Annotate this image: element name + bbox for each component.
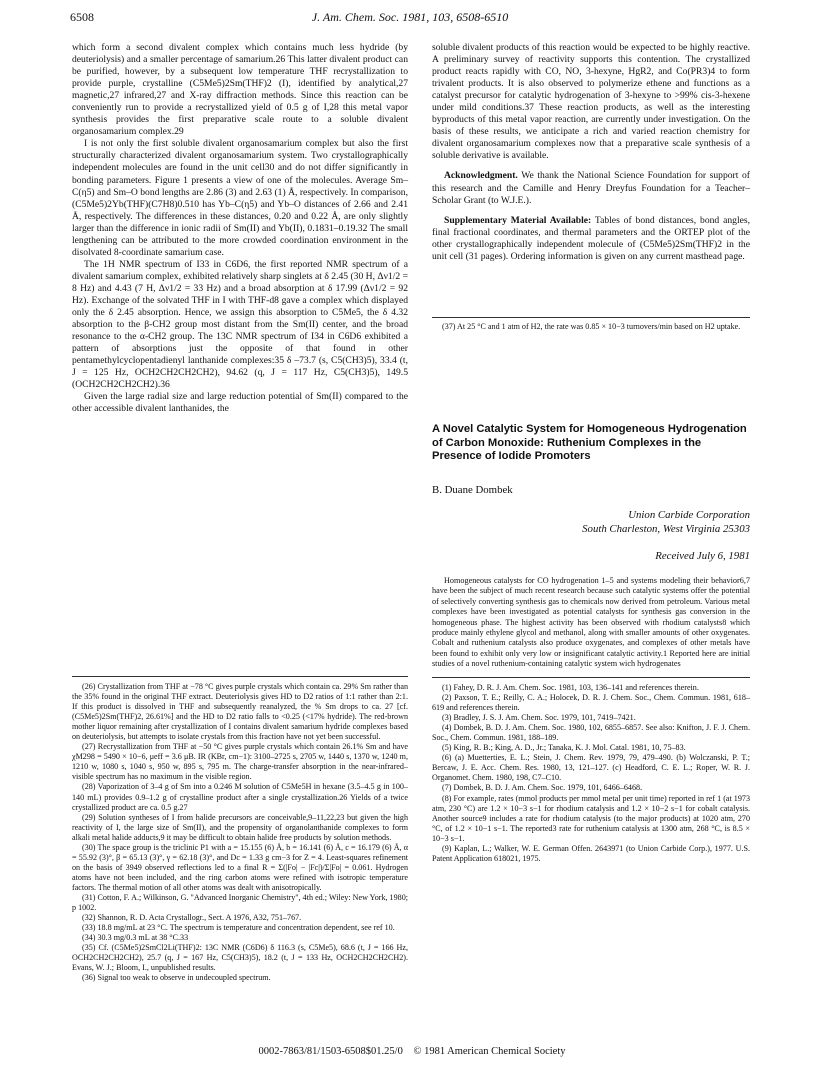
article-title: A Novel Catalytic System for Homogeneous Hydrogenation of Carbon Monoxide: Ruthenium Complexes in the Presence of Iodide Promoters bbox=[432, 423, 747, 463]
footnote: (36) Signal too weak to observe in undecoupled spectrum. bbox=[82, 973, 271, 983]
body-paragraph: Given the large radial size and large reduction potential of Sm(II) compared to the other accessible divalent lanthanides, the bbox=[72, 391, 408, 415]
page-header bbox=[70, 10, 750, 26]
footnote: (7) Dombek, B. D. J. Am. Chem. Soc. 1979, 101, 6466–6468. bbox=[442, 783, 643, 793]
footnote: (26) Crystallization from THF at −78 °C gives purple crystals which contain ca. 29% Sm rather than the 35% found in the original THF extract. Deuteriolysis gives HD to D2 ratios of 1:1 rather than 2:1. If this product is dissolved in THF and subsequently reanalyzed, the % Sm drops to ca. 27 [cf. (C5Me5)2Sm(THF)2, 26.61%] and the HD to D2 ratio falls to <0.25 (<17% hydride). The red-brown mother liquor remaining after crystallization of I contains divalent samarium hydride complexes based on deuteriolysis, but attempts to isolate crystals from this fraction have not yet been successful. bbox=[72, 682, 408, 742]
left-footnote-divider bbox=[72, 676, 408, 677]
footnote-37 bbox=[432, 322, 750, 332]
footnote-divider bbox=[432, 317, 750, 318]
right-footnote-divider bbox=[432, 677, 750, 678]
acknowledgment bbox=[432, 170, 750, 206]
footnote: (1) Fahey, D. R. J. Am. Chem. Soc. 1981, 103, 136–141 and references therein. bbox=[442, 683, 699, 692]
journal-citation: J. Am. Chem. Soc. 1981, 103, 6508-6510 bbox=[311, 10, 509, 24]
supplementary-heading: Supplementary Material Available: bbox=[444, 214, 592, 226]
footnote: (34) 30.3 mg/0.3 mL at 38 °C.33 bbox=[82, 933, 189, 943]
left-column-body bbox=[72, 42, 408, 415]
supplementary-text: Tables of bond distances, bond angles, final fractional coordinates, and thermal parameters and the ORTEP plot of the other crystallographically independent molecule of (C5Me5)2Sm(THF)2 in the unit cell (31 pages). Ordering information is given on any current masthead page. bbox=[432, 214, 750, 262]
footnote: (4) Dombek, B. D. J. Am. Chem. Soc. 1980, 102, 6855–6857. See also: Knifton, J. F. J. Chem. Soc., Chem. Commun. 1981, 188–189. bbox=[432, 723, 750, 743]
footnote: (35) Cf. (C5Me5)2SmCl2Li(THF)2: 13C NMR (C6D6) δ 116.3 (s, C5Me5), 68.6 (t, J = 166 Hz, OCH2CH2CH2CH2), 25.7 (q, J = 167 Hz, C5(CH3)5), 18.2 (t, J = 133 Hz, OCH2CH2CH2CH2). Evans, W. J.; Bloom, I., unpublished results. bbox=[72, 943, 408, 973]
body-paragraph: soluble divalent products of this reaction would be expected to be highly reactive. A preliminary survey of reactivity supports this contention. The crystallized product reacts rapidly with CO, NO, 3-hexyne, HgR2, and Co(PR3)4 to form trivalent products. It is also observed to polymerize ethene and functions as a catalyst precursor for catalytic hydrogenation of 3-hexyne to >99% cis-3-hexene under mild conditions.37 These reaction products, as well as the interesting byproducts of this metal vapor reaction, are currently under investigation. On the basis of these results, we anticipate a rich and varied reaction chemistry for divalent organosamarium complexes now that a preparative scale synthesis of a soluble derivative is available. bbox=[432, 42, 750, 162]
left-footnotes bbox=[72, 682, 408, 983]
footnote: (2) Paxson, T. E.; Reilly, C. A.; Holocek, D. R. J. Chem. Soc., Chem. Commun. 1981, 618–619 and references therein. bbox=[432, 693, 750, 713]
received-date: Received July 6, 1981 bbox=[655, 550, 750, 562]
footnote: (28) Vaporization of 3–4 g of Sm into a 0.246 M solution of C5Me5H in hexane (3.5–4.5 g in 100–140 mL) provides 0.9–1.2 g of crystalline product after a single crystallization.26 Yields of a twice crystallized product are ca. 0.5 g.27 bbox=[72, 782, 408, 812]
footnote: (3) Bradley, J. S. J. Am. Chem. Soc. 1979, 101, 7419–7421. bbox=[442, 713, 636, 723]
footnote: (30) The space group is the triclinic P1 with a = 15.155 (6) Å, b = 16.141 (6) Å, c = 16.179 (6) Å, α = 55.92 (3)°, β = 65.13 (3)°, γ = 62.18 (3)°, and Dc = 1.33 g cm−3 for Z = 4. Least-squares refinement on the basis of 3949 observed reflections led to a final R = Σ(|Fo| − |Fc|)/Σ|Fo| = 0.061. Hydrogen atoms have not been included, and the ring carbon atoms were refined with isotropic temperature factors. The thermal motion of all other atoms was dealt with anisotropically. bbox=[72, 842, 408, 892]
page-number: 6508 bbox=[70, 10, 94, 24]
footnote: (33) 18.8 mg/mL at 23 °C. The spectrum is temperature and concentration dependent, see ref 10. bbox=[82, 923, 395, 933]
footnote: (9) Kaplan, L.; Walker, W. E. German Offen. 2643971 (to Union Carbide Corp.), 1977. U.S. Patent Application 618021, 1975. bbox=[432, 843, 750, 863]
publication-code: 0002-7863/81/1503-6508$01.25/0 bbox=[258, 1046, 403, 1057]
body-paragraph: which form a second divalent complex which contains much less hydride (by deuteriolysis) and a smaller percentage of samarium.26 This latter divalent product can be purified, however, by a subsequent low temperature THF recrystallization to provide purple, crystalline (C5Me5)2Sm(THF)2 (I), identified by analytical,27 magnetic,27 infrared,27 and X-ray diffraction methods. Since this reaction can be conveniently run to provide a recrystallized yield of 0.5 g of I,28 this metal vapor synthesis provides the first preparative scale route to a soluble divalent organosamarium complex.29 bbox=[72, 42, 408, 138]
footnote: (37) At 25 °C and 1 atm of H2, the rate was 0.85 × 10−3 turnovers/min based on H2 uptake. bbox=[442, 322, 741, 331]
body-paragraph: Homogeneous catalysts for CO hydrogenation 1–5 and systems modeling their behavior6,7 have been the subject of much recent research because such catalytic systems offer the potential of selectively converting synthesis gas to chemicals now derived from petroleum. Various metal complexes have been investigated as potential catalysts for synthesis gas conversion in the homogeneous phase. The highest activity has been observed with rhodium catalysts8 which produce mainly ethylene glycol and methanol, along with smaller amounts of other oxygenates. Cobalt and ruthenium catalysts also produce oxygenates, and complexes of other metals have been found to exhibit only very low or insignificant catalytic activity.1 Reported here are initial studies of a novel ruthenium-containing catalytic system wich hydrogenates bbox=[432, 576, 750, 668]
copyright-notice: © 1981 American Chemical Society bbox=[413, 1046, 566, 1057]
author-affiliation bbox=[432, 508, 750, 536]
right-column-body bbox=[432, 576, 750, 669]
acknowledgment-heading: Acknowledgment. bbox=[444, 170, 518, 182]
acknowledgment-text: We thank the National Science Foundation for support of this research and the Camille and Henry Dreyfus Foundation for a Teacher–Scholar Grant (to W.J.E.). bbox=[432, 170, 750, 206]
footnote: (27) Recrystallization from THF at −50 °C gives purple crystals which contain 26.1% Sm and have χM298 = 5490 × 10−6, μeff = 3.6 μB. IR (KBr, cm−1): 3100–2725 s, 2705 w, 1440 s, 1370 w, 1240 m, 1210 w, 1080 s, 1040 s, 950 w, 895 s, 795 m. The charge-transfer absorption in the near-infrared–visible spectrum has no maximum in the visible region. bbox=[72, 742, 408, 782]
page-footer bbox=[72, 1046, 752, 1057]
footnote: (6) (a) Muetterties, E. L.; Stein, J. Chem. Rev. 1979, 79, 479–490. (b) Wolczanski, P. T.; Bercaw, J. E. Acc. Chem. Res. 1980, 13, 121–127. (c) Headford, C. E. L.; Roper, W. R. J. Organomet. Chem. 1980, 198, C7–C10. bbox=[432, 753, 750, 783]
affiliation-line: South Charleston, West Virginia 25303 bbox=[582, 523, 750, 535]
body-paragraph: The 1H NMR spectrum of I33 in C6D6, the first reported NMR spectrum of a divalent samarium complex, exhibited relatively sharp singlets at δ 2.45 (30 H, Δν1/2 = 8 Hz) and 4.43 (7 H, Δν1/2 = 33 Hz) and a broad absorption at δ 17.99 (Δν1/2 = 92 Hz). Exchange of the solvated THF in I with THF-d8 gave a complex which displayed only the δ 2.45 absorption. Hence, we assign this absorption to C5Me5, the δ 4.32 absorption to the β-CH2 group most distant from the Sm(II) center, and the broad resonance to the α-CH2 group. The 13C NMR spectrum of I34 in C6D6 exhibited a pattern of absorptions just the opposite of that found in other pentamethylcyclopentadienyl lanthanide complexes:35 δ –73.7 (s, C5(CH3)5), 33.4 (t, J = 125 Hz, OCH2CH2CH2CH2), 94.62 (q, J = 117 Hz, C5(CH3)5), 149.5 (OCH2CH2CH2CH2).36 bbox=[72, 258, 408, 391]
body-paragraph: I is not only the first soluble divalent organosamarium complex but also the first structurally characterized divalent organosamarium system. Two crystallographically independent molecules are found in the unit cell30 and do not differ significantly in bonding parameters. Figure 1 presents a view of one of the molecules. Average Sm–C(η5) and Sm–O bond lengths are 2.86 (3) and 2.63 (1) Å, respectively. In comparison, (C5Me5)2Yb(THF)(C7H8)0.510 has Yb–C(η5) and Yb–O distances of 2.66 and 2.41 Å, respectively. The differences in these distances, 0.20 and 0.22 Å, are only slightly larger than the difference in ionic radii of Sm(II) and Yb(II), 0.1831–0.19.32 The small lengthening can be attributed to the more crowded coordination environment in the disolvated 8-coordinate samarium case. bbox=[72, 138, 408, 258]
footnote: (29) Solution syntheses of I from halide precursors are conceivable,9–11,22,23 but given the high reactivity of I, the large size of Sm(II), and the propensity of organolanthanide complexes to form alkali metal halide adducts,9 it may be difficult to obtain halide free products by solution methods. bbox=[72, 812, 408, 842]
footnote: (8) For example, rates (mmol products per mmol metal per unit time) reported in ref 1 (at 1973 atm, 230 °C) are 1.2 × 10−3 s−1 for rhodium catalysis and 1.2 × 10−2 s−1 for cobalt catalysis. Another source9 includes a rate for rhodium catalysis (to the major products) at 1020 atm, 270 °C, of 1.2 × 10−1 s−1. The reported3 rate for ruthenium catalysis at 1300 atm, 268 °C, is 8.5 × 10−3 s−1. bbox=[432, 793, 750, 843]
right-column-body-top bbox=[432, 42, 750, 263]
article-author: B. Duane Dombek bbox=[432, 484, 513, 496]
right-footnotes bbox=[432, 683, 750, 864]
footnote: (5) King, R. B.; King, A. D., Jr.; Tanaka, K. J. Mol. Catal. 1981, 10, 75–83. bbox=[442, 743, 686, 753]
affiliation-line: Union Carbide Corporation bbox=[628, 509, 750, 521]
footnote: (31) Cotton, F. A.; Wilkinson, G. "Advanced Inorganic Chemistry", 4th ed.; Wiley: New York, 1980; p 1002. bbox=[72, 892, 408, 913]
footnote: (32) Shannon, R. D. Acta Crystallogr., Sect. A 1976, A32, 751–767. bbox=[82, 913, 302, 923]
supplementary-material bbox=[432, 215, 750, 263]
